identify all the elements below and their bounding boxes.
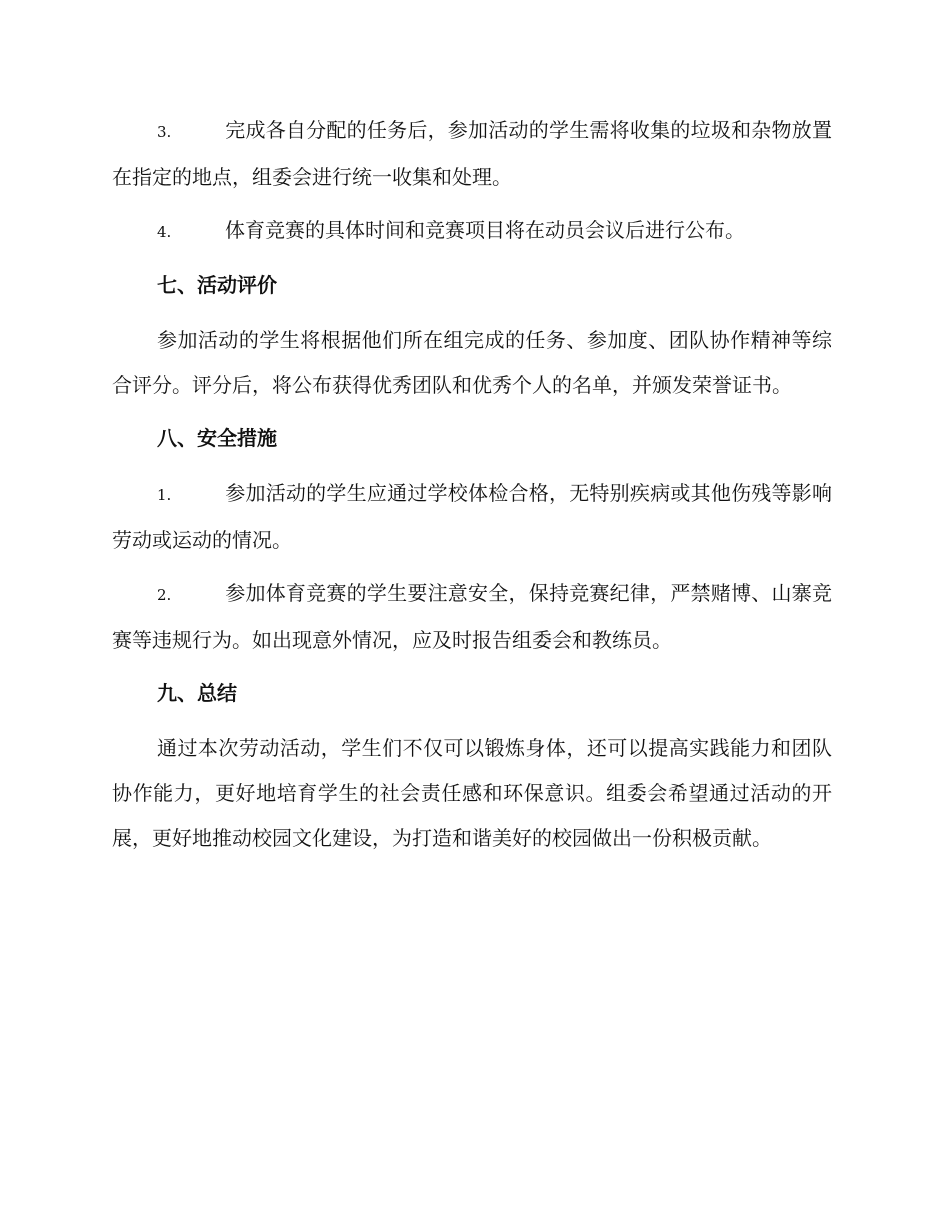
list-item xyxy=(112,471,832,563)
section-heading-safety: 八、安全措施 xyxy=(157,426,277,450)
list-number: 4. xyxy=(157,223,172,241)
list-text: 参加体育竞赛的学生要注意安全，保持竞赛纪律，严禁赌博、山寨竞赛等违规行为。如出现意外情况，应及时报告组委会和教练员。 xyxy=(112,581,832,652)
list-text: 参加活动的学生应通过学校体检合格，无特别疾病或其他伤残等影响劳动或运动的情况。 xyxy=(112,481,832,552)
list-text: 完成各自分配的任务后，参加活动的学生需将收集的垃圾和杂物放置在指定的地点，组委会进行统一收集和处理。 xyxy=(112,118,832,189)
summary-paragraph: 通过本次劳动活动，学生们不仅可以锻炼身体，还可以提高实践能力和团队协作能力，更好地培育学生的社会责任感和环保意识。组委会希望通过活动的开展，更好地推动校园文化建设，为打造和谐美好的校园做出一份积极贡献。 xyxy=(112,736,832,850)
list-item xyxy=(112,108,832,200)
list-item xyxy=(112,208,832,255)
list-text: 体育竞赛的具体时间和竞赛项目将在动员会议后进行公布。 xyxy=(225,218,745,242)
list-item xyxy=(112,571,832,663)
evaluation-paragraph: 参加活动的学生将根据他们所在组完成的任务、参加度、团队协作精神等综合评分。评分后，将公布获得优秀团队和优秀个人的名单，并颁发荣誉证书。 xyxy=(112,328,832,397)
document-page xyxy=(112,108,832,869)
section-heading-summary: 九、总结 xyxy=(157,681,237,705)
list-number: 3. xyxy=(157,123,172,141)
list-number: 1. xyxy=(157,486,172,504)
list-number: 2. xyxy=(157,586,172,604)
section-heading-evaluation: 七、活动评价 xyxy=(157,273,277,297)
